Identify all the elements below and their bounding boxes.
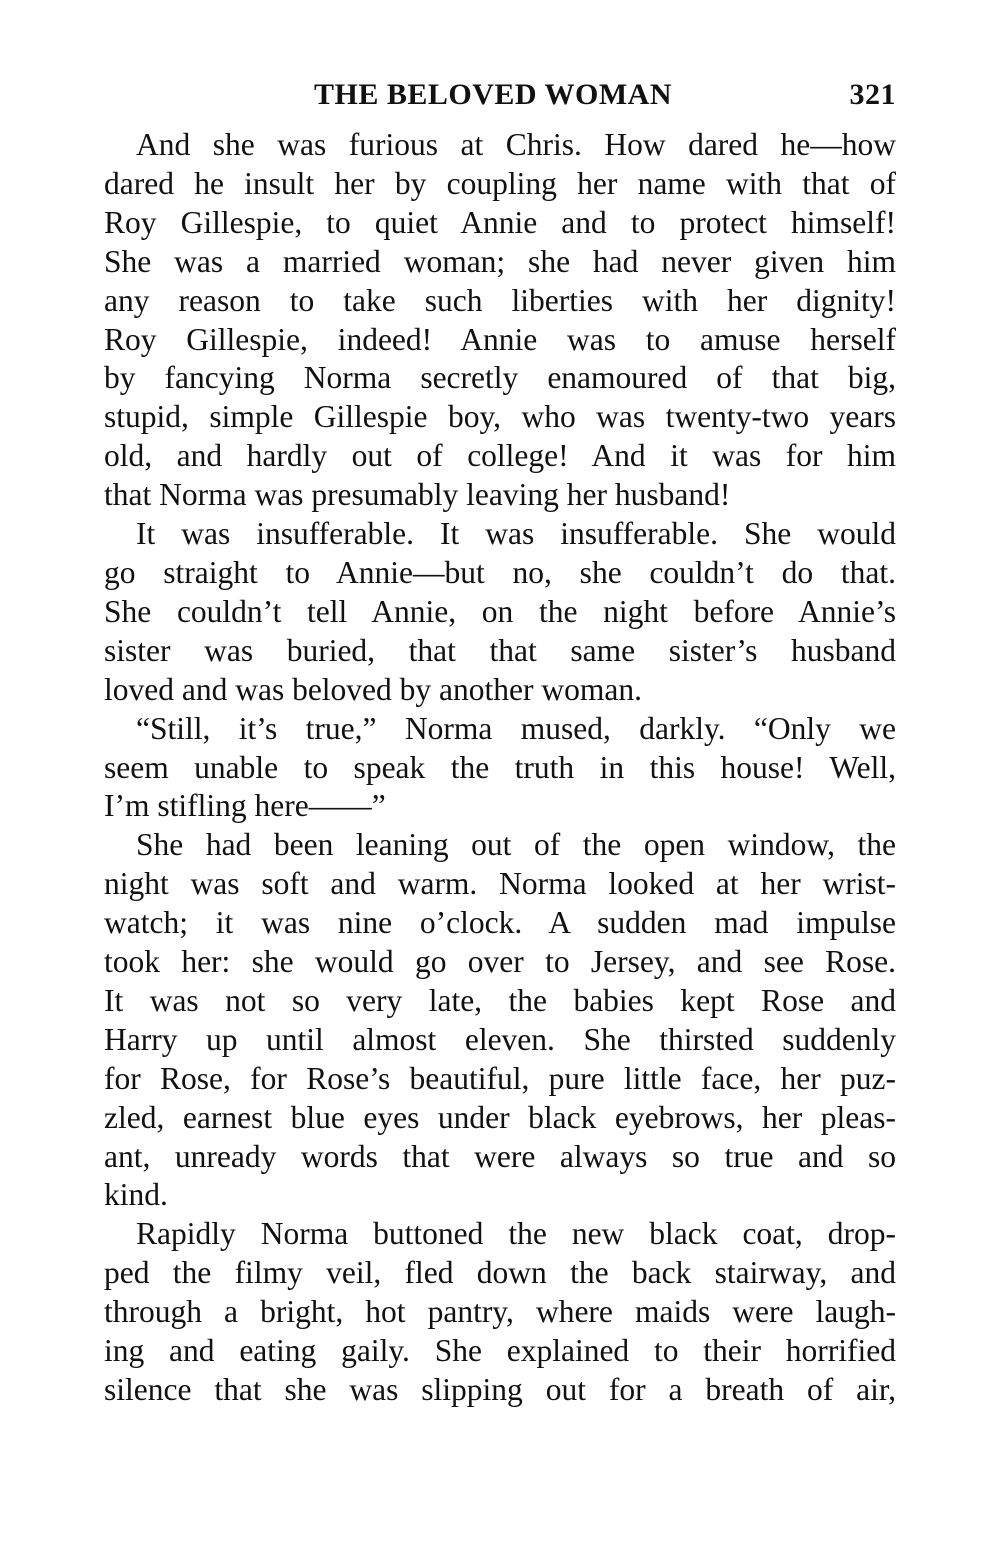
book-page xyxy=(104,78,896,1410)
text-line: Harry up until almost eleven. She thirsted suddenly xyxy=(104,1021,896,1057)
text-line: I’m stifling here——” xyxy=(104,788,386,824)
text-line: through a bright, hot pantry, where maids were laugh- xyxy=(104,1294,896,1330)
text-line: stupid, simple Gillespie boy, who was twenty-two years xyxy=(104,399,896,435)
text-line: go straight to Annie—but no, she couldn’t do that. xyxy=(104,554,896,590)
text-line: She had been leaning out of the open window, the xyxy=(136,827,896,863)
text-line: silence that she was slipping out for a breath of air, xyxy=(104,1372,896,1407)
text-line: Roy Gillespie, indeed! Annie was to amuse herself xyxy=(104,321,896,357)
text-line: loved and was beloved by another woman. xyxy=(104,671,642,707)
text-line: Roy Gillespie, to quiet Annie and to protect himself! xyxy=(104,204,896,240)
text-line: “Still, it’s true,” Norma mused, darkly. “Only we xyxy=(136,710,896,746)
text-line: And she was furious at Chris. How dared he—how xyxy=(136,127,896,162)
text-line: zled, earnest blue eyes under black eyebrows, her pleas- xyxy=(104,1099,896,1135)
text-line: for Rose, for Rose’s beautiful, pure little face, her puz- xyxy=(104,1060,896,1096)
page-number: 321 xyxy=(849,78,896,111)
text-line: took her: she would go over to Jersey, and see Rose. xyxy=(104,944,896,980)
text-line: It was insufferable. It was insufferable. She would xyxy=(136,516,896,552)
text-line: ped the filmy veil, fled down the back stairway, and xyxy=(104,1255,896,1291)
text-line: ant, unready words that were always so true and so xyxy=(104,1138,896,1174)
body-text xyxy=(104,126,896,1410)
text-line: any reason to take such liberties with her dignity! xyxy=(104,282,896,318)
text-line: night was soft and warm. Norma looked at her wrist- xyxy=(104,866,896,902)
text-line: old, and hardly out of college! And it was for him xyxy=(104,438,896,474)
text-line: that Norma was presumably leaving her husband! xyxy=(104,477,731,513)
text-line: She was a married woman; she had never given him xyxy=(104,243,896,279)
text-line: It was not so very late, the babies kept Rose and xyxy=(104,982,896,1018)
text-line: by fancying Norma secretly enamoured of that big, xyxy=(104,360,896,396)
text-line: She couldn’t tell Annie, on the night before Annie’s xyxy=(104,593,896,629)
text-line: watch; it was nine o’clock. A sudden mad impulse xyxy=(104,905,896,941)
running-title: THE BELOVED WOMAN xyxy=(314,78,672,111)
text-line: sister was buried, that that same sister’s husband xyxy=(104,632,896,668)
text-line: kind. xyxy=(104,1177,168,1213)
text-line: seem unable to speak the truth in this house! Well, xyxy=(104,749,896,785)
text-line: Rapidly Norma buttoned the new black coat, drop- xyxy=(136,1216,896,1252)
text-line: dared he insult her by coupling her name with that of xyxy=(104,165,896,201)
text-line: ing and eating gaily. She explained to their horrified xyxy=(104,1333,896,1369)
running-header xyxy=(104,78,896,126)
